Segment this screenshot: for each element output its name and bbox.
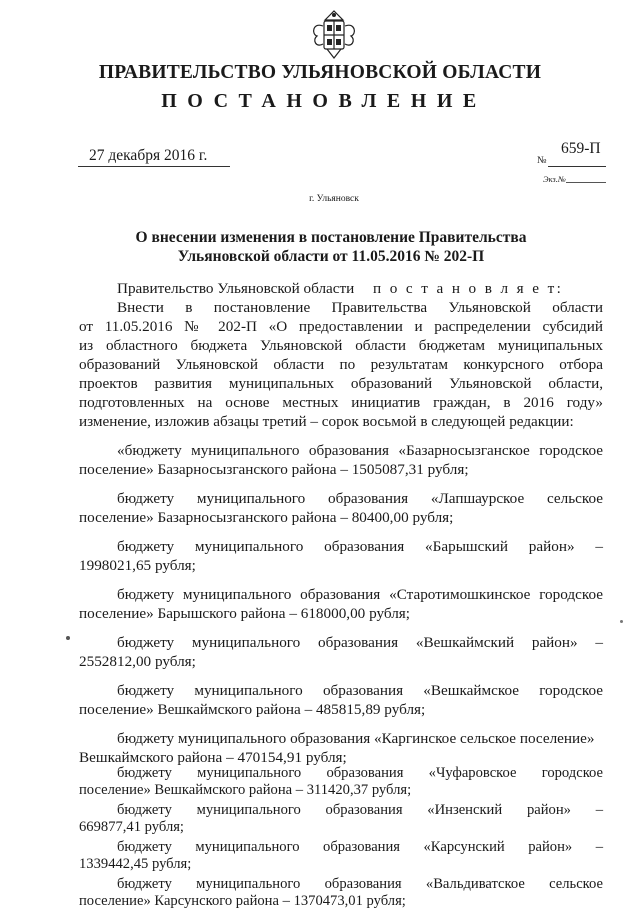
body-line: поселение» Вешкаймского района – 485815,89 рубля; [79,701,426,718]
body-line: «бюджету муниципального образования «Базарносызганское городское [117,442,603,459]
body-line: поселение» Барышского района – 618000,00 рубля; [79,605,410,622]
document-number: 659-П [561,140,601,157]
body-line: поселение» Базарносызганского района – 80400,00 рубля; [79,509,454,526]
body-line: бюджету муниципального образования «Старотимошкинское городское [117,586,603,603]
body-line: подготовленных на основе местных инициатив граждан, в 2016 году» [79,394,603,411]
copy-number-label: Экз.№ [543,174,566,184]
body-line: бюджету муниципального образования «Барышский район» – [117,538,603,555]
body-line: бюджету муниципального образования «Каргинское сельское поселение» [117,730,595,747]
body-line: образований Ульяновской области по результатам конкурсного отбора [79,356,603,373]
body-line: 2552812,00 рубля; [79,653,196,670]
copy-number-underline [566,182,606,183]
body-line: из областного бюджета Ульяновской области бюджетам муниципальных [79,337,603,354]
body-line: бюджету муниципального образования «Вешкаймский район» – [117,634,603,651]
body-line: бюджету муниципального образования «Вешкаймское городское [117,682,603,699]
body-line: проектов развития муниципальных образований Ульяновской области, [79,375,603,392]
body-line: бюджету муниципального образования «Чуфаровское городское [117,765,603,781]
body-line: бюджету муниципального образования «Лапшаурское сельское [117,490,603,507]
body-line: бюджету муниципального образования «Инзенский район» – [117,802,603,818]
body-line: поселение» Базарносызганского района – 1505087,31 рубля; [79,461,469,478]
document-type: ПОСТАНОВЛЕНИЕ [161,90,487,112]
date-underline [78,166,230,167]
government-title: ПРАВИТЕЛЬСТВО УЛЬЯНОВСКОЙ ОБЛАСТИ [98,62,542,83]
scan-speck [620,620,623,623]
body-line: от 11.05.2016 № 202-П «О предоставлении и распределении субсидий [79,318,603,335]
body-line: бюджету муниципального образования «Карсунский район» – [117,839,603,855]
scan-speck [66,636,70,640]
document-title-line-2: Ульяновской области от 11.05.2016 № 202-П [177,248,485,265]
body-line: 1998021,65 рубля; [79,557,196,574]
number-sign: № [537,155,547,166]
body-line: бюджету муниципального образования «Вальдиватское сельское [117,876,603,892]
body-line: поселение» Вешкаймского района – 311420,37 рубля; [79,782,412,798]
body-line: Правительство Ульяновской области [117,280,355,297]
body-line: п о с т а н о в л я е т: [373,280,564,297]
document-date: 27 декабря 2016 г. [89,147,208,164]
coat-of-arms-icon [309,6,359,61]
number-underline [548,166,606,167]
body-line: 669877,41 рубля; [79,819,184,835]
body-line: поселение» Карсунского района – 1370473,01 рубля; [79,893,406,909]
city: г. Ульяновск [309,194,359,204]
body-line: Внести в постановление Правительства Ульяновской области [117,299,603,316]
body-line: 1339442,45 рубля; [79,856,192,872]
document-title-line-1: О внесении изменения в постановление Правительства [135,229,527,246]
body-line: изменение, изложив абзацы третий – сорок восьмой в следующей редакции: [79,413,574,430]
body-line: Вешкаймского района – 470154,91 рубля; [79,749,347,766]
